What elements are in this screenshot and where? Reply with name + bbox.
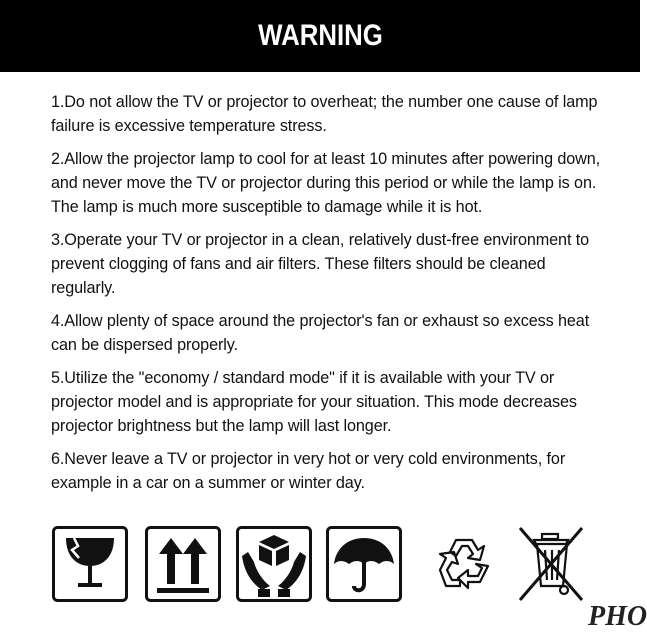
list-item: 5.Utilize the "economy / standard mode" if it is available with your TV or projector model and is appropriate for your situation. This mode decreases projector brightness but the lamp will last longer. bbox=[51, 369, 577, 435]
fragile-glass-icon bbox=[52, 526, 128, 602]
list-item: 1.Do not allow the TV or projector to overheat; the number one cause of lamp failure is excessive temperature stress. bbox=[51, 93, 598, 135]
crossed-out-wheelie-bin-icon bbox=[516, 524, 586, 606]
list-item: 4.Allow plenty of space around the projector's fan or exhaust so excess heat can be dispersed properly. bbox=[51, 312, 590, 354]
handling-symbols bbox=[0, 520, 640, 630]
keep-dry-umbrella-icon bbox=[326, 526, 402, 602]
recycle-icon bbox=[432, 532, 496, 596]
list-item: 2.Allow the projector lamp to cool for at least 10 minutes after powering down, and never move the TV or projector during this period or while the lamp is on. The lamp is much more susceptible to damage while it is hot. bbox=[51, 150, 601, 216]
warning-header bbox=[0, 0, 640, 72]
page-title: WARNING bbox=[257, 19, 383, 52]
this-way-up-arrows-icon bbox=[145, 526, 221, 602]
watermark-logo: PHO bbox=[588, 601, 647, 632]
list-item: 6.Never leave a TV or projector in very hot or very cold environments, for example in a car on a summer or winter day. bbox=[51, 450, 566, 492]
warning-list bbox=[51, 90, 611, 504]
list-item: 3.Operate your TV or projector in a clean, relatively dust-free environment to prevent clogging of fans and air filters. These filters should be cleaned regularly. bbox=[51, 231, 590, 297]
handle-with-care-icon bbox=[236, 526, 312, 602]
